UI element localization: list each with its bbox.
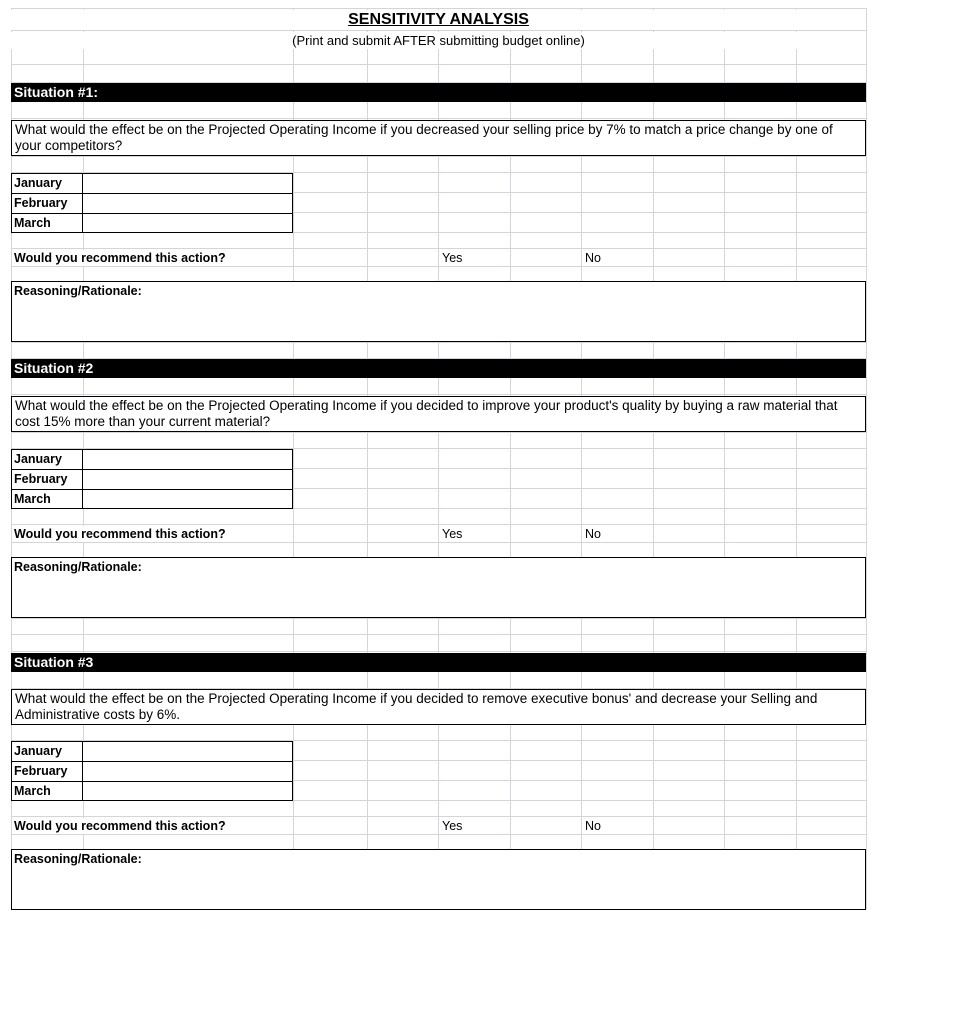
situation-1-rationale-box[interactable] xyxy=(11,281,866,342)
situation-1-month-table xyxy=(11,173,293,233)
grid-line xyxy=(11,342,866,343)
grid-line xyxy=(11,542,866,543)
month-value-cell[interactable] xyxy=(83,470,292,489)
grid-line xyxy=(866,8,867,909)
situation-3-question[interactable]: What would the effect be on the Projected Operating Income if you decided to remove executive bonus' and decrease your Selling and Administrative costs by 6%. xyxy=(11,689,866,725)
situation-2-recommend-label: Would you recommend this action? xyxy=(14,527,226,541)
situation-3-heading: Situation #3 xyxy=(11,653,866,672)
month-label: January xyxy=(14,742,83,761)
grid-line xyxy=(11,618,866,619)
month-label: January xyxy=(14,174,83,193)
month-value-cell[interactable] xyxy=(83,762,292,781)
grid-line xyxy=(11,816,866,817)
situation-3-recommend-label: Would you recommend this action? xyxy=(14,819,226,833)
grid-line xyxy=(11,118,866,119)
month-value-cell[interactable] xyxy=(83,214,292,233)
grid-line xyxy=(11,8,866,9)
situation-1-yes-option[interactable]: Yes xyxy=(442,251,463,265)
month-label: February xyxy=(14,194,83,213)
situation-2-rationale-box[interactable] xyxy=(11,557,866,618)
month-label: February xyxy=(14,470,83,489)
grid-line xyxy=(11,394,866,395)
grid-line xyxy=(11,651,866,652)
month-row xyxy=(12,194,292,214)
month-row xyxy=(12,762,292,782)
page-title: SENSITIVITY ANALYSIS xyxy=(11,10,866,30)
grid-line xyxy=(11,634,866,635)
month-value-cell[interactable] xyxy=(83,782,292,801)
situation-1-no-option[interactable]: No xyxy=(585,251,601,265)
grid-line xyxy=(11,30,866,31)
month-label: March xyxy=(14,782,83,801)
month-value-cell[interactable] xyxy=(83,174,292,193)
month-label: March xyxy=(14,214,83,233)
situation-2-month-table xyxy=(11,449,293,509)
month-value-cell[interactable] xyxy=(83,490,292,509)
situation-2-yes-option[interactable]: Yes xyxy=(442,527,463,541)
grid-line xyxy=(11,248,866,249)
month-value-cell[interactable] xyxy=(83,194,292,213)
month-label: January xyxy=(14,450,83,469)
month-row xyxy=(12,450,292,470)
month-row xyxy=(12,470,292,490)
grid-line xyxy=(11,524,866,525)
grid-line xyxy=(11,156,866,157)
rationale-label: Reasoning/Rationale: xyxy=(14,284,142,298)
rationale-label: Reasoning/Rationale: xyxy=(14,560,142,574)
situation-2-question[interactable]: What would the effect be on the Projected Operating Income if you decided to improve your product's quality by buying a raw material that cost 15% more than your current material? xyxy=(11,396,866,432)
month-row xyxy=(12,490,292,510)
situation-1-recommend-label: Would you recommend this action? xyxy=(14,251,226,265)
situation-3-rationale-box[interactable] xyxy=(11,849,866,910)
situation-2-no-option[interactable]: No xyxy=(585,527,601,541)
situation-1-question[interactable]: What would the effect be on the Projected Operating Income if you decreased your selling price by 7% to match a price change by one of your competitors? xyxy=(11,120,866,156)
grid-line xyxy=(11,64,866,65)
month-row xyxy=(12,742,292,762)
month-row xyxy=(12,214,292,234)
grid-line xyxy=(11,266,866,267)
situation-3-no-option[interactable]: No xyxy=(585,819,601,833)
grid-line xyxy=(11,432,866,433)
month-row xyxy=(12,174,292,194)
page-subtitle: (Print and submit AFTER submitting budget online) xyxy=(11,32,866,49)
situation-3-yes-option[interactable]: Yes xyxy=(442,819,463,833)
situation-2-heading: Situation #2 xyxy=(11,359,866,378)
grid-line xyxy=(11,834,866,835)
rationale-label: Reasoning/Rationale: xyxy=(14,852,142,866)
situation-3-month-table xyxy=(11,741,293,801)
month-label: February xyxy=(14,762,83,781)
situation-1-heading: Situation #1: xyxy=(11,83,866,102)
month-label: March xyxy=(14,490,83,509)
month-value-cell[interactable] xyxy=(83,450,292,469)
month-row xyxy=(12,782,292,802)
month-value-cell[interactable] xyxy=(83,742,292,761)
